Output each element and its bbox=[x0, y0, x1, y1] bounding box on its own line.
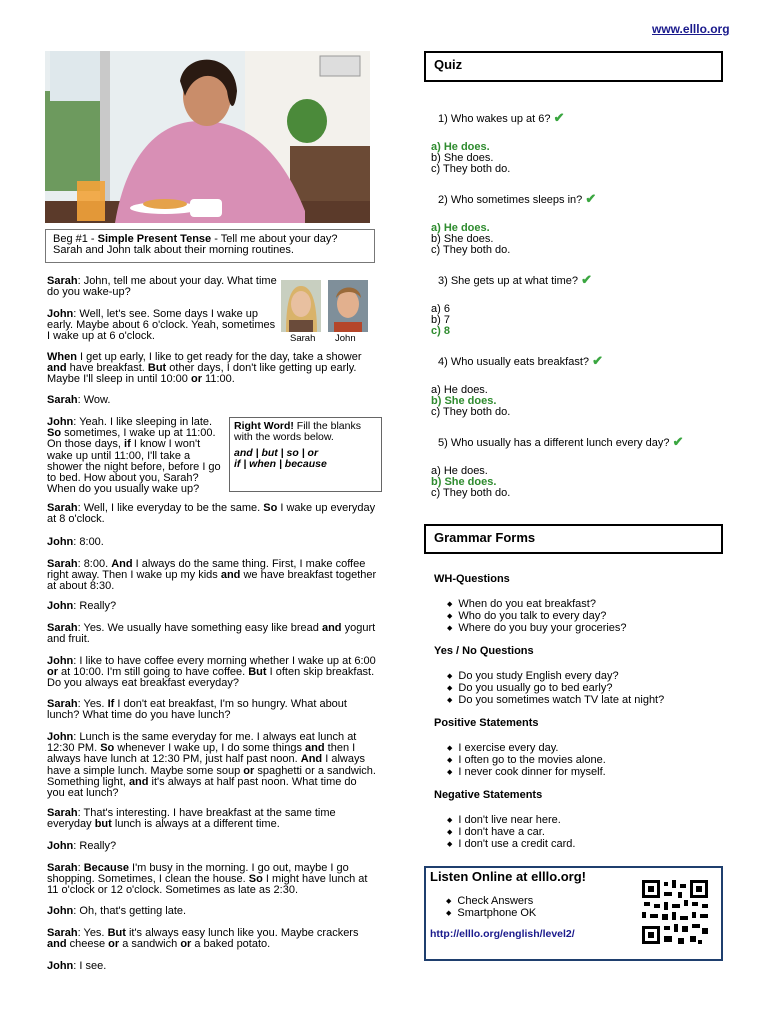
quiz-options-2[interactable] bbox=[431, 223, 510, 256]
dialogue-line: Sarah: That's interesting. I have breakfast at the same time everyday but lunch is always at a different time. bbox=[47, 807, 336, 831]
grammar-title: Grammar Forms bbox=[424, 524, 723, 554]
listen-online-box bbox=[424, 866, 723, 961]
site-link[interactable]: www.elllo.org bbox=[652, 22, 730, 36]
breakfast-photo bbox=[45, 51, 370, 223]
qr-code-icon bbox=[642, 880, 708, 944]
grammar-item: ◆ When do you eat breakfast? bbox=[447, 599, 627, 611]
quiz-option[interactable]: c) They both do. bbox=[431, 244, 511, 256]
grammar-item: ◆ Who do you talk to every day? bbox=[447, 611, 627, 623]
john-caption: John bbox=[335, 333, 356, 344]
dialogue-line: Sarah: Well, I like everyday to be the same. So I wake up everyday at 8 o'clock. bbox=[47, 502, 376, 526]
lesson-description: Sarah and John talk about their morning routines. bbox=[53, 244, 294, 257]
dialogue-line: John: Really? bbox=[47, 840, 117, 852]
grammar-item: ◆ I exercise every day. bbox=[447, 743, 606, 755]
quiz-option[interactable]: c) 8 bbox=[431, 325, 450, 337]
sarah-avatar bbox=[281, 280, 321, 332]
check-icon: ✔ bbox=[581, 272, 592, 287]
lesson-number: Beg #1 - bbox=[53, 233, 98, 245]
dialogue-line: John: Lunch is the same everyday for me. I always eat lunch at 12:30 PM. So whenever I wake up, I do some things and then I always have lunch at 12:30 PM, just half past noon. And I always have a simple lunch. Maybe some soup or spaghetti or a sandwich. Something light, and it's always at half past noon. What time do you eat lunch? bbox=[47, 731, 376, 800]
quiz-options-1[interactable] bbox=[431, 142, 510, 175]
grammar-list bbox=[447, 743, 606, 779]
dialogue-line: John: I like to have coffee every morning whether I wake up at 6:00 or at 10:00. I'm still going to have coffee. But I often skip breakfast. Do you always eat breakfast everyday? bbox=[47, 655, 376, 690]
quiz-option[interactable]: a) 6 bbox=[431, 303, 450, 315]
grammar-heading: Positive Statements bbox=[434, 717, 539, 729]
quiz-option[interactable]: c) They both do. bbox=[431, 163, 511, 175]
dialogue-line: Sarah: 8:00. And I always do the same thing. First, I make coffee right away. Then I wake up my kids and we have breakfast together at about 8:30. bbox=[47, 558, 377, 593]
dialogue-line: John: Yeah. I like sleeping in late. So sometimes, I wake up at 11:00. On those days, if I know I won't wake up until 11:00, I'll take a shower the night before, before I go to bed. How about you, Sarah? When do you usually wake up? bbox=[47, 416, 221, 496]
dialogue-line: Sarah: Yes. But it's always easy lunch like you. Maybe crackers and cheese or a sandwich or a baked potato. bbox=[47, 927, 359, 951]
dialogue-line: John: I see. bbox=[47, 960, 107, 972]
right-word-title: Right Word! bbox=[234, 420, 294, 432]
right-word-box bbox=[229, 417, 382, 492]
quiz-question-4: 4) Who usually eats breakfast? ✔ bbox=[438, 353, 603, 368]
quiz-option[interactable]: a) He does. bbox=[431, 222, 490, 234]
quiz-question-2: 2) Who sometimes sleeps in? ✔ bbox=[438, 191, 597, 206]
word-list-1: and | but | so | or bbox=[234, 447, 319, 459]
check-icon: ✔ bbox=[553, 110, 565, 125]
quiz-option[interactable]: b) She does. bbox=[431, 395, 497, 407]
quiz-option[interactable]: b) She does. bbox=[431, 233, 494, 245]
quiz-option[interactable]: c) They both do. bbox=[431, 487, 511, 499]
dialogue-line: John: Well, let's see. Some days I wake up early. Maybe about 6 o'clock. Yeah, sometimes I wake up at 6 o'clock. bbox=[47, 308, 276, 343]
dialogue-line: Sarah: Yes. We usually have something easy like bread and yogurt and fruit. bbox=[47, 622, 376, 646]
grammar-heading: WH-Questions bbox=[434, 573, 510, 585]
dialogue-line: When I get up early, I like to get ready for the day, take a shower and have breakfast. But other days, I don't like getting up early. Maybe I'll sleep in until 10:00 or 11:00. bbox=[47, 351, 362, 386]
quiz-options-5[interactable] bbox=[431, 466, 510, 499]
quiz-option[interactable]: b) She does. bbox=[431, 476, 497, 488]
grammar-item: ◆ I never cook dinner for myself. bbox=[447, 767, 606, 779]
check-icon: ✔ bbox=[672, 434, 684, 449]
right-word-instruction: Fill the blanks bbox=[293, 420, 361, 432]
grammar-heading: Yes / No Questions bbox=[434, 645, 534, 657]
check-icon: ✔ bbox=[592, 353, 603, 368]
quiz-option[interactable]: a) He does. bbox=[431, 141, 490, 153]
grammar-item: ◆ I don't use a credit card. bbox=[447, 839, 575, 851]
grammar-item: ◆ Do you study English every day? bbox=[447, 671, 664, 683]
dialogue-line: Sarah: Because I'm busy in the morning. I go out, maybe I go shopping. Sometimes, I clean the house. So I might have lunch at 11 o'clock or 12 o'clock. Sometimes as late as 2:30. bbox=[47, 862, 368, 897]
quiz-question-3: 3) She gets up at what time? ✔ bbox=[438, 272, 592, 287]
speaker-avatars bbox=[281, 280, 371, 344]
grammar-list bbox=[447, 671, 664, 707]
sarah-caption: Sarah bbox=[290, 333, 316, 344]
quiz-option[interactable]: b) 7 bbox=[431, 314, 450, 326]
grammar-item: ◆ I often go to the movies alone. bbox=[447, 755, 606, 767]
quiz-question-5: 5) Who usually has a different lunch every day? ✔ bbox=[438, 434, 684, 449]
listen-url-link[interactable]: http://elllo.org/english/level2/ bbox=[430, 928, 575, 940]
listen-item: ◆ Smartphone OK bbox=[446, 908, 536, 920]
grammar-item: ◆ Do you sometimes watch TV late at night? bbox=[447, 695, 664, 707]
dialogue-line: John: Really? bbox=[47, 600, 117, 612]
quiz-option[interactable]: a) He does. bbox=[431, 384, 488, 396]
dialogue-line: John: Oh, that's getting late. bbox=[47, 905, 187, 917]
listen-item: ◆ Check Answers bbox=[446, 896, 536, 908]
quiz-option[interactable]: c) They both do. bbox=[431, 406, 511, 418]
lesson-topic: Simple Present Tense bbox=[97, 233, 212, 245]
grammar-item: ◆ Where do you buy your groceries? bbox=[447, 623, 627, 635]
right-word-instruction-2: with the words below. bbox=[234, 431, 334, 443]
john-avatar bbox=[328, 280, 368, 332]
check-icon: ✔ bbox=[585, 191, 597, 206]
grammar-item: ◆ I don't live near here. bbox=[447, 815, 575, 827]
dialogue-line: John: 8:00. bbox=[47, 536, 104, 548]
grammar-list bbox=[447, 599, 627, 635]
grammar-item: ◆ I don't have a car. bbox=[447, 827, 575, 839]
dialogue-line: Sarah: John, tell me about your day. What time do you wake-up? bbox=[47, 275, 277, 299]
word-list-2: if | when | because bbox=[234, 458, 327, 470]
grammar-heading: Negative Statements bbox=[434, 789, 543, 801]
listen-list bbox=[446, 896, 536, 920]
quiz-options-4[interactable] bbox=[431, 385, 510, 418]
listen-title: Listen Online at elllo.org! bbox=[430, 869, 587, 884]
quiz-title: Quiz bbox=[424, 51, 723, 82]
quiz-options-3[interactable] bbox=[431, 304, 450, 337]
dialogue-line: Sarah: Wow. bbox=[47, 394, 111, 406]
dialogue-line: Sarah: Yes. If I don't eat breakfast, I'm so hungry. What about lunch? What time do you have lunch? bbox=[47, 698, 347, 722]
lesson-intro bbox=[45, 229, 375, 263]
grammar-item: ◆ Do you usually go to bed early? bbox=[447, 683, 664, 695]
quiz-option[interactable]: b) She does. bbox=[431, 152, 494, 164]
grammar-list bbox=[447, 815, 575, 851]
quiz-question-1: 1) Who wakes up at 6? ✔ bbox=[438, 110, 565, 125]
lesson-subtitle: - Tell me about your day? bbox=[211, 233, 338, 245]
quiz-option[interactable]: a) He does. bbox=[431, 465, 488, 477]
